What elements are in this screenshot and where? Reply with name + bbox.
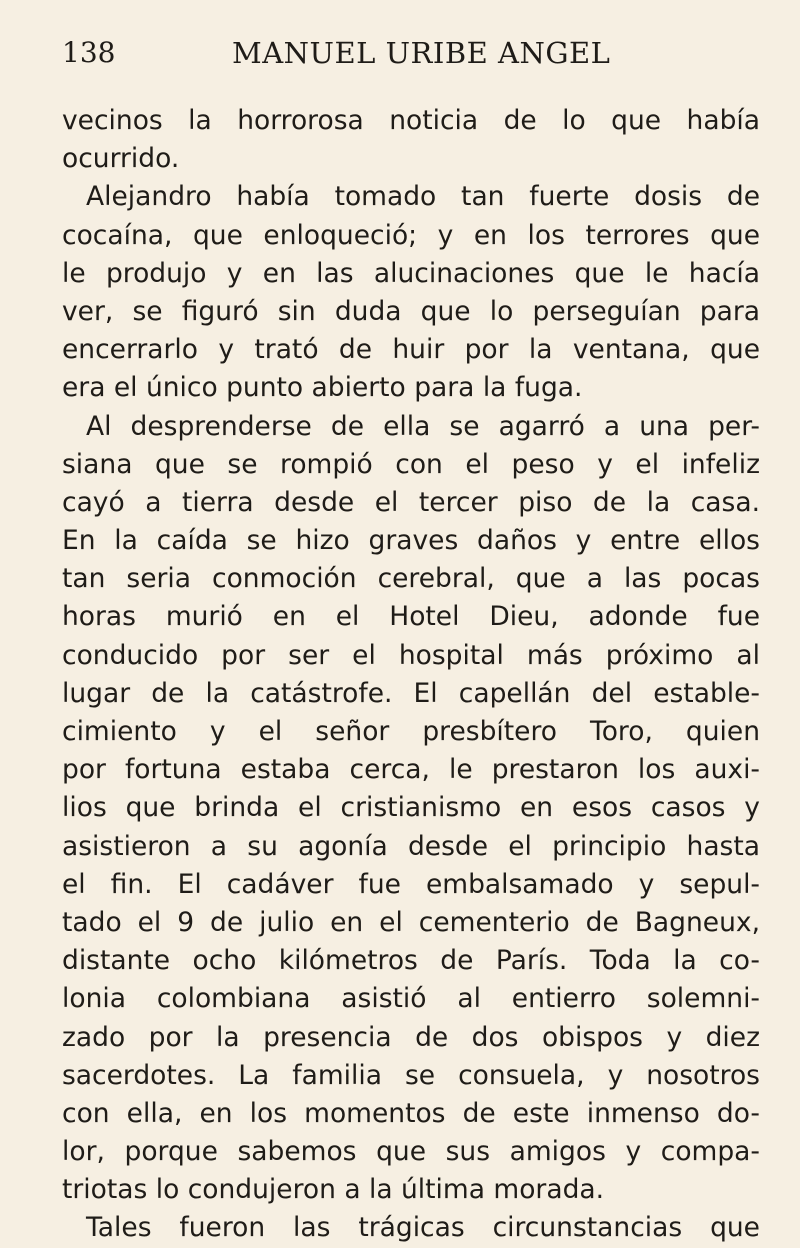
text-line: tado el 9 de julio en el cementerio de Bagneux, xyxy=(62,906,760,938)
text-line: zado por la presencia de dos obispos y diez xyxy=(62,1021,760,1053)
text-line: Alejandro había tomado tan fuerte dosis de xyxy=(86,181,760,213)
text-line: lonia colombiana asistió al entierro solemni- xyxy=(62,983,760,1015)
text-line: ocurrido. xyxy=(62,143,180,175)
text-line: lugar de la catástrofe. El capellán del estable- xyxy=(62,677,760,709)
text-line: sacerdotes. La familia se consuela, y nosotros xyxy=(62,1059,760,1091)
text-line: cayó a tierra desde el tercer piso de la casa. xyxy=(62,486,760,518)
text-line: le produjo y en las alucinaciones que le hacía xyxy=(62,257,760,289)
text-line: Al desprenderse de ella se agarró a una per- xyxy=(86,410,760,442)
page-number: 138 xyxy=(62,36,116,69)
text-line: cocaína, que enloqueció; y en los terrores que xyxy=(62,219,760,251)
text-line: con ella, en los momentos de este inmenso do- xyxy=(62,1097,760,1129)
text-line: el fin. El cadáver fue embalsamado y sepul- xyxy=(62,868,760,900)
text-line: En la caída se hizo graves daños y entre ellos xyxy=(62,525,760,557)
running-head: MANUEL URIBE ANGEL xyxy=(232,36,611,70)
text-line: lios que brinda el cristianismo en esos casos y xyxy=(62,792,760,824)
page-header xyxy=(62,36,762,86)
text-line: distante ocho kilómetros de París. Toda la co- xyxy=(62,945,760,977)
text-line: Tales fueron las trágicas circunstancias que xyxy=(86,1212,760,1244)
text-line: encerrarlo y trató de huir por la ventana, que xyxy=(62,334,760,366)
text-line: tan seria conmoción cerebral, que a las pocas xyxy=(62,563,760,595)
text-line: asistieron a su agonía desde el principio hasta xyxy=(62,830,760,862)
text-line: siana que se rompió con el peso y el infeliz xyxy=(62,448,760,480)
text-line: vecinos la horrorosa noticia de lo que había xyxy=(62,105,760,136)
text-line: por fortuna estaba cerca, le prestaron los auxi- xyxy=(62,754,760,786)
text-line: lor, porque sabemos que sus amigos y compa- xyxy=(62,1136,760,1168)
text-line: cimiento y el señor presbítero Toro, quien xyxy=(62,716,760,747)
text-line: conducido por ser el hospital más próximo al xyxy=(62,639,760,671)
text-line: era el único punto abierto para la fuga. xyxy=(62,372,583,404)
body-text xyxy=(62,102,760,1248)
text-line: ver, se figuró sin duda que lo perseguían para xyxy=(62,295,760,327)
text-line: horas murió en el Hotel Dieu, adonde fue xyxy=(62,601,760,633)
text-line: triotas lo condujeron a la última morada. xyxy=(62,1174,605,1206)
